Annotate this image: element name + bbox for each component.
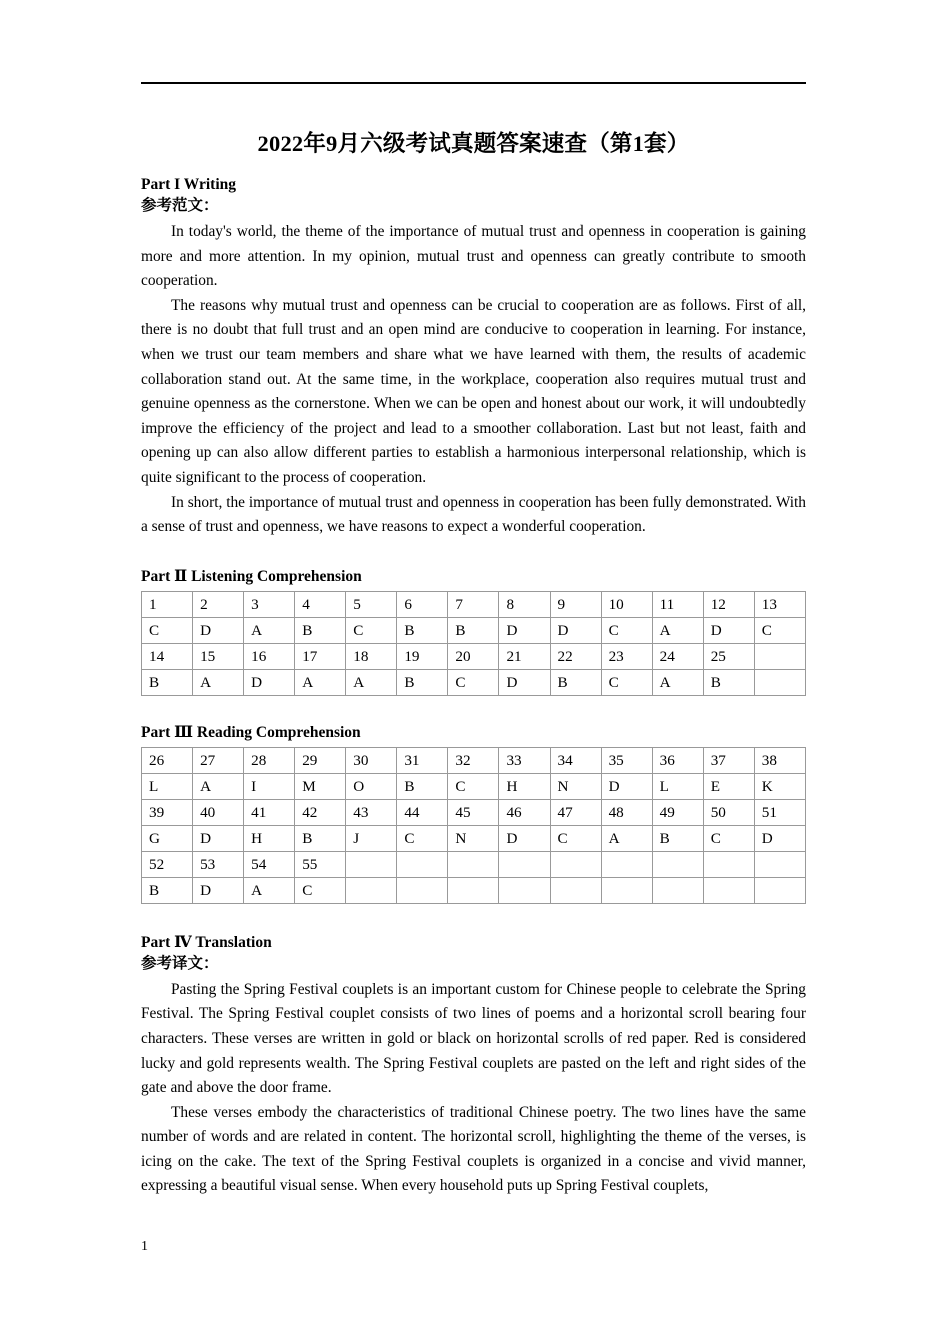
part1-paragraph-3: In short, the importance of mutual trust and openness in cooperation has been fully demonstrated. With a sense of trust and openness, we have reasons to expect a wonderful cooperation. [141,493,806,536]
part1-subheading: 参考范文： [141,197,219,214]
table-cell: C [448,669,499,695]
table-cell: 52 [142,851,193,877]
table-cell [652,877,703,903]
table-cell: D [754,825,805,851]
table-cell: 6 [397,591,448,617]
table-cell [601,851,652,877]
table-cell: 38 [754,747,805,773]
table-cell: A [346,669,397,695]
table-cell: D [244,669,295,695]
table-cell: 49 [652,799,703,825]
table-cell [550,851,601,877]
table-cell: D [499,617,550,643]
table-cell: L [142,773,193,799]
table-cell: B [295,617,346,643]
part1-paragraph-1: In today's world, the theme of the importance of mutual trust and openness in cooperation is gaining more and more attention. In my opinion, mutual trust and openness can greatly contribute to smooth cooperation. [141,223,806,290]
table-cell: B [448,617,499,643]
table-cell: A [244,877,295,903]
table-cell [754,877,805,903]
table-cell: A [601,825,652,851]
table-cell: 51 [754,799,805,825]
part4-paragraph-2: These verses embody the characteristics of traditional Chinese poetry. The two lines have the same number of words and are related in content. The horizontal scroll, highlighting the theme of the verses, is icing on the cake. The text of the Spring Festival couplets is organized in a concise and vivid manner, expressing a beautiful visual sense. When every household puts up Spring Festival couplets, [141,1103,806,1195]
table-row [142,851,806,877]
table-cell: J [346,825,397,851]
table-cell: 34 [550,747,601,773]
table-cell: D [499,825,550,851]
table-cell [397,877,448,903]
table-cell: D [499,669,550,695]
table-cell: C [754,617,805,643]
table-cell: 21 [499,643,550,669]
table-cell: 37 [703,747,754,773]
part4-heading: Part Ⅳ Translation [141,933,272,951]
part2-heading: Part Ⅱ Listening Comprehension [141,567,362,585]
table-cell: O [346,773,397,799]
table-cell [499,851,550,877]
table-cell: 23 [601,643,652,669]
table-row [142,617,806,643]
table-cell: A [193,773,244,799]
table-cell [550,877,601,903]
table-cell: 18 [346,643,397,669]
table-cell: 8 [499,591,550,617]
table-row [142,773,806,799]
table-cell: A [652,669,703,695]
table-cell [499,877,550,903]
table-cell: 9 [550,591,601,617]
table-cell: C [703,825,754,851]
table-cell: B [703,669,754,695]
table-cell [448,851,499,877]
table-cell: C [448,773,499,799]
table-cell: 10 [601,591,652,617]
table-cell: D [601,773,652,799]
table-cell: B [397,669,448,695]
part4-paragraph-1: Pasting the Spring Festival couplets is an important custom for Chinese people to celebrate the Spring Festival. The Spring Festival couplet consists of two lines of poems and a horizontal scroll bearing four characters. These verses are written in gold or black on horizontal scrolls of red paper. Red is considered lucky and gold represents wealth. The Spring Festival couplets are pasted on the left and right sides of the gate and above the door frame. [141,980,806,1097]
table-cell: 31 [397,747,448,773]
table-cell: 43 [346,799,397,825]
table-cell: 17 [295,643,346,669]
part1-paragraph-2: The reasons why mutual trust and openness can be crucial to cooperation are as follows. First of all, there is no doubt that full trust and an open mind are conducive to cooperation in learning. For instance, when we trust our team members and share what we have learned with them, the results of academic collaboration stand out. At the same time, in the workplace, cooperation also requires mutual trust and genuine openness as the cornerstone. When we can be open and honest about our work, it will undoubtedly improve the efficiency of the project and lead to a smoother collaboration. Last but not least, faith and opening up can also allow different parties to establish a harmonious interpersonal relationship, which is quite significant to the process of cooperation. [141,296,806,486]
table-cell: E [703,773,754,799]
part1-heading: Part I Writing [141,176,237,193]
table-cell: C [601,617,652,643]
table-cell: C [142,617,193,643]
table-cell: 2 [193,591,244,617]
table-cell: 7 [448,591,499,617]
table-cell: 28 [244,747,295,773]
table-row [142,799,806,825]
table-cell: 4 [295,591,346,617]
table-cell [397,851,448,877]
table-cell: 53 [193,851,244,877]
page-title: 2022年9月六级考试真题答案速查（第1套） [257,131,690,156]
reading-answer-table [141,747,806,904]
table-cell: 3 [244,591,295,617]
table-cell: 48 [601,799,652,825]
table-cell [448,877,499,903]
table-row [142,877,806,903]
table-cell: 30 [346,747,397,773]
table-cell: 19 [397,643,448,669]
table-cell: C [550,825,601,851]
table-cell: B [397,617,448,643]
table-cell: 55 [295,851,346,877]
table-cell: D [193,617,244,643]
table-cell: C [601,669,652,695]
page-number: 1 [141,1239,148,1254]
table-cell: 24 [652,643,703,669]
table-cell: 27 [193,747,244,773]
table-cell: 32 [448,747,499,773]
table-cell: M [295,773,346,799]
table-row [142,825,806,851]
table-cell: 44 [397,799,448,825]
table-row [142,747,806,773]
table-row [142,591,806,617]
table-cell: 1 [142,591,193,617]
table-cell [601,877,652,903]
table-cell: B [295,825,346,851]
table-cell: B [142,877,193,903]
table-cell: K [754,773,805,799]
table-cell: 50 [703,799,754,825]
table-cell: 36 [652,747,703,773]
table-cell: 13 [754,591,805,617]
table-cell: 47 [550,799,601,825]
table-cell: 20 [448,643,499,669]
table-cell: A [295,669,346,695]
table-cell: C [346,617,397,643]
table-cell: H [244,825,295,851]
table-cell [703,851,754,877]
table-cell [346,877,397,903]
table-cell: A [652,617,703,643]
table-row [142,669,806,695]
table-cell: B [142,669,193,695]
table-cell [754,669,805,695]
table-cell [652,851,703,877]
table-cell: D [703,617,754,643]
table-cell: 45 [448,799,499,825]
table-cell: B [397,773,448,799]
table-cell: D [193,825,244,851]
table-cell: 15 [193,643,244,669]
table-cell: C [295,877,346,903]
table-cell: N [550,773,601,799]
table-cell: C [397,825,448,851]
table-cell: 11 [652,591,703,617]
table-cell: 41 [244,799,295,825]
table-cell: G [142,825,193,851]
table-cell: 39 [142,799,193,825]
table-cell: 54 [244,851,295,877]
table-cell: 12 [703,591,754,617]
table-cell: 35 [601,747,652,773]
table-cell: D [193,877,244,903]
table-cell: A [193,669,244,695]
table-cell [346,851,397,877]
table-cell: 5 [346,591,397,617]
table-cell: 33 [499,747,550,773]
table-cell: A [244,617,295,643]
table-cell: 42 [295,799,346,825]
table-cell: H [499,773,550,799]
table-cell: N [448,825,499,851]
table-cell: 22 [550,643,601,669]
table-cell [703,877,754,903]
table-cell: 25 [703,643,754,669]
listening-answer-table [141,591,806,696]
table-cell: 29 [295,747,346,773]
table-cell [754,851,805,877]
document-body [141,174,806,1199]
table-cell: L [652,773,703,799]
table-cell: 26 [142,747,193,773]
table-row [142,643,806,669]
part3-heading: Part Ⅲ Reading Comprehension [141,723,361,741]
table-cell: 40 [193,799,244,825]
table-cell: I [244,773,295,799]
table-cell: B [652,825,703,851]
table-cell: D [550,617,601,643]
part4-subheading: 参考译文： [141,954,219,972]
header-rule [141,82,806,84]
table-cell: 14 [142,643,193,669]
table-cell [754,643,805,669]
table-cell: 46 [499,799,550,825]
table-cell: 16 [244,643,295,669]
table-cell: B [550,669,601,695]
